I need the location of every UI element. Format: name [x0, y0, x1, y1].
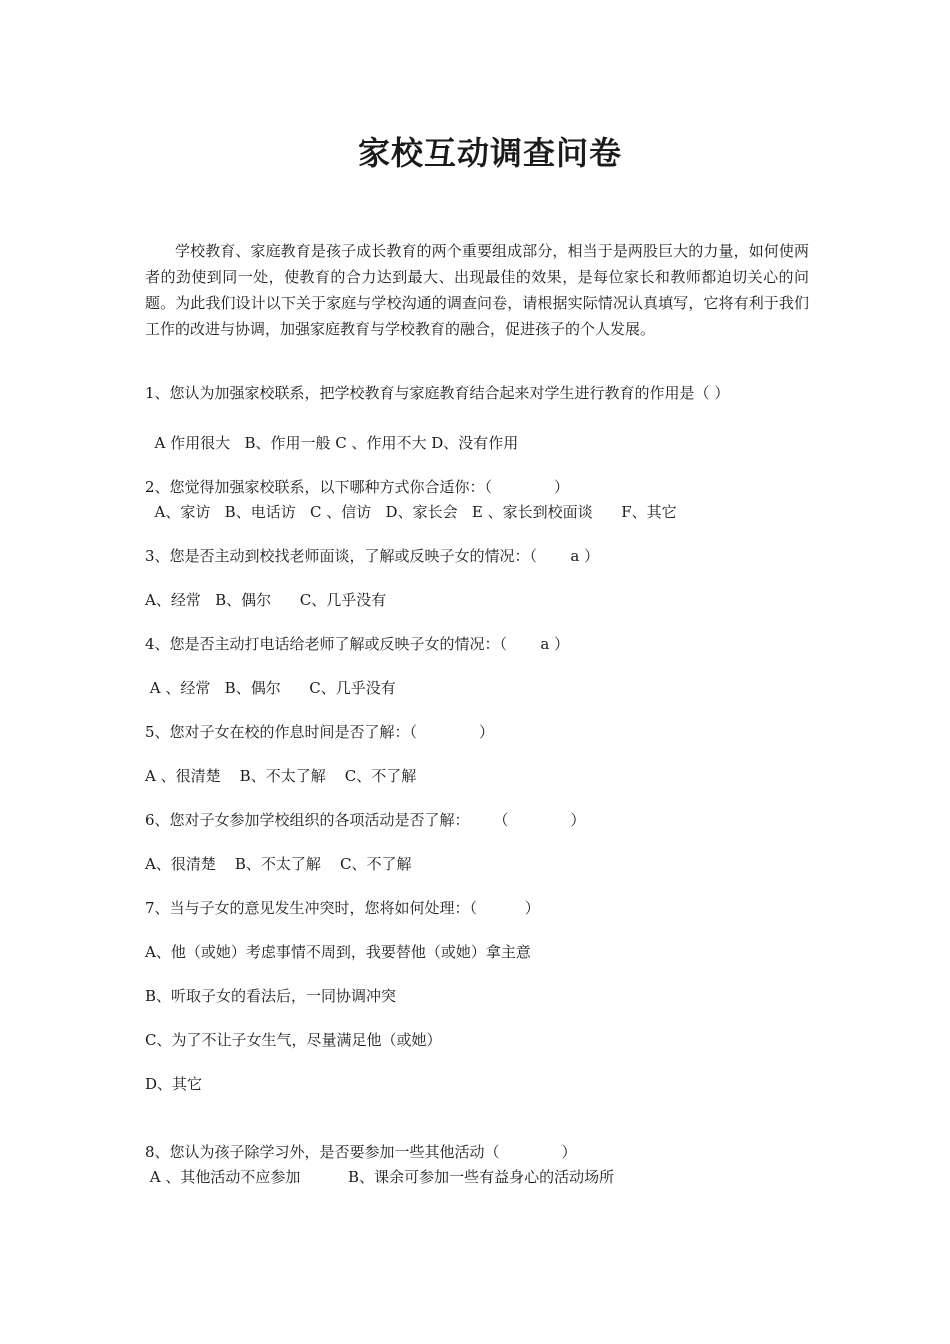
- question-8-options: A 、其他活动不应参加 B、课余可参加一些有益身心的活动场所: [145, 1168, 615, 1186]
- intro-paragraph: 学校教育、家庭教育是孩子成长教育的两个重要组成部分，相当于是两股巨大的力量，如何使两者的劲使到同一处，使教育的合力达到最大、出现最佳的效果，是每位家长和教师都迫切关心的问题。为此我们设计以下关于家庭与学校沟通的调查问卷，请根据实际情况认真填写，它将有利于我们工作的改进与协调，加强家庭教育与学校教育的融合，促进孩子的个人发展。: [145, 242, 809, 338]
- question-5-options: A 、很清楚 B、不太了解 C、不了解: [145, 767, 417, 785]
- question-8-text: 8、您认为孩子除学习外，是否要参加一些其他活动（ ）: [145, 1143, 577, 1161]
- question-3-text: 3、您是否主动到校找老师面谈，了解或反映子女的情况：（ a ）: [145, 547, 600, 565]
- question-7-option-c: C、为了不让子女生气，尽量满足他（或她）: [145, 1031, 442, 1049]
- question-7-text: 7、当与子女的意见发生冲突时，您将如何处理：（ ）: [145, 899, 540, 917]
- question-7-option-b: B、听取子女的看法后，一同协调冲突: [145, 987, 397, 1005]
- question-1-options: A 作用很大 B、作用一般 C 、作用不大 D、没有作用: [145, 434, 519, 452]
- question-2-text: 2、您觉得加强家校联系，以下哪种方式你合适你：（ ）: [145, 478, 570, 496]
- page-title: 家校互动调查问卷: [357, 134, 622, 172]
- question-7-option-d: D、其它: [145, 1075, 203, 1093]
- question-6-text: 6、您对子女参加学校组织的各项活动是否了解： （ ）: [145, 811, 586, 829]
- question-2-options: A、家访 B、电话访 C 、信访 D、家长会 E 、家长到校面谈 F、其它: [145, 503, 677, 521]
- question-5-text: 5、您对子女在校的作息时间是否了解：（ ）: [145, 723, 495, 741]
- question-7-option-a: A、他（或她）考虑事情不周到，我要替他（或她）拿主意: [145, 943, 531, 961]
- question-1-text: 1、您认为加强家校联系，把学校教育与家庭教育结合起来对学生进行教育的作用是（ ）: [145, 384, 730, 402]
- question-4-text: 4、您是否主动打电话给老师了解或反映子女的情况：（ a ）: [145, 635, 570, 653]
- question-3-options: A、经常 B、偶尔 C、几乎没有: [145, 591, 387, 609]
- question-4-options: A 、经常 B、偶尔 C、几乎没有: [145, 679, 396, 697]
- question-6-options: A、很清楚 B、不太了解 C、不了解: [145, 855, 412, 873]
